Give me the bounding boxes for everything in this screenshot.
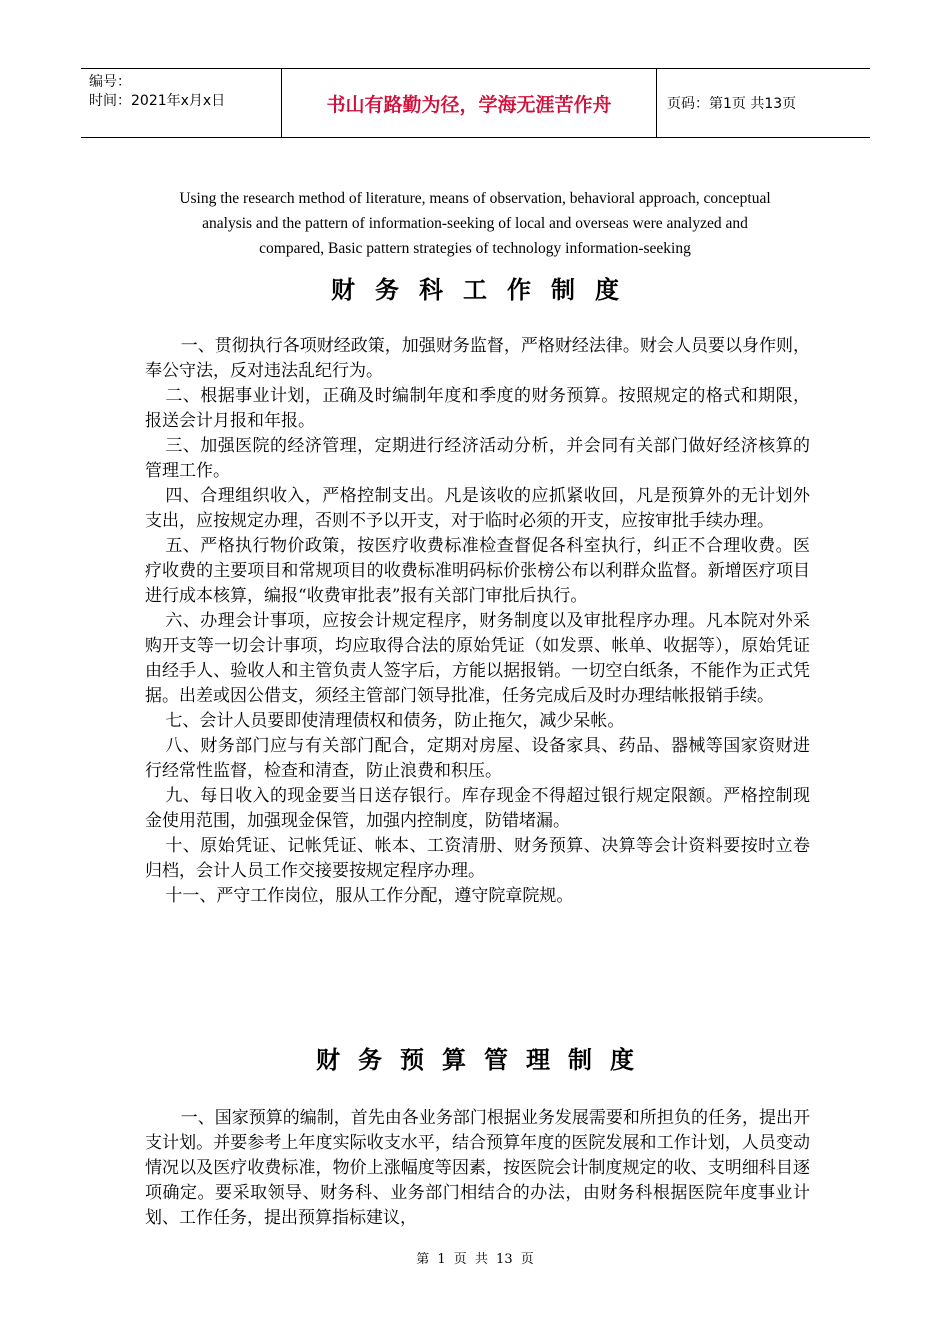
paragraph: 六、办理会计事项，应按会计规定程序，财务制度以及审批程序办理。凡本院对外采购开支等一切会计事项，均应取得合法的原始凭证（如发票、帐单、收据等），原始凭证由经手人、验收人和主管负责人签字后，方能以据报销。一切空白纸条，不能作为正式凭据。出差或因公借支，须经主管部门领导批准，任务完成后及时办理结帐报销手续。 <box>145 611 810 706</box>
abstract-line: analysis and the pattern of information-seeking of local and overseas were analyzed and <box>202 215 748 232</box>
document-number-label: 编号： <box>89 74 131 90</box>
paragraph: 一、贯彻执行各项财经政策，加强财务监督，严格财经法律。财会人员要以身作则，奉公守法，反对违法乱纪行为。 <box>145 336 810 381</box>
paragraph: 五、严格执行物价政策，按医疗收费标准检查督促各科室执行，纠正不合理收费。医疗收费的主要项目和常规项目的收费标准明码标价张榜公布以利群众监督。新增医疗项目进行成本核算，编报“收费审批表”报有关部门审批后执行。 <box>145 536 810 606</box>
section-title-finance-dept: 财务科工作制度 <box>331 276 639 304</box>
paragraph: 七、会计人员要即使清理债权和债务，防止拖欠，减少呆帐。 <box>165 711 625 731</box>
paragraph: 八、财务部门应与有关部门配合，定期对房屋、设备家具、药品、器械等国家资财进行经常性监督，检查和清查，防止浪费和积压。 <box>145 736 810 781</box>
abstract-line: Using the research method of literature, means of observation, behavioral approach, conceptual <box>179 190 771 207</box>
section-title-budget-management: 财务预算管理制度 <box>316 1046 652 1074</box>
paragraph: 九、每日收入的现金要当日送存银行。库存现金不得超过银行规定限额。严格控制现金使用范围，加强现金保管，加强内控制度，防错堵漏。 <box>145 786 810 831</box>
paragraph: 四、合理组织收入，严格控制支出。凡是该收的应抓紧收回，凡是预算外的无计划外支出，应按规定办理，否则不予以开支，对于临时必须的开支，应按审批手续办理。 <box>145 486 810 531</box>
paragraph: 二、根据事业计划，正确及时编制年度和季度的财务预算。按照规定的格式和期限，报送会计月报和年报。 <box>145 386 810 431</box>
paragraph: 十、原始凭证、记帐凭证、帐本、工资清册、财务预算、决算等会计资料要按时立卷归档，会计人员工作交接要按规定程序办理。 <box>145 836 810 881</box>
paragraph: 三、加强医院的经济管理，定期进行经济活动分析，并会同有关部门做好经济核算的管理工作。 <box>145 436 810 481</box>
section-body-budget-management <box>145 1106 810 1231</box>
header-motto: 书山有路勤为径，学海无涯苦作舟 <box>282 69 657 137</box>
header-page-info: 页码：第1页 共13页 <box>667 96 797 112</box>
page-footer: 第 1 页 共 13 页 <box>416 1252 534 1267</box>
section-body-finance-dept <box>145 334 810 909</box>
english-abstract <box>140 186 810 261</box>
header-meta <box>81 69 282 137</box>
document-date: 时间：2021年x月x日 <box>89 93 226 109</box>
paragraph: 一、国家预算的编制，首先由各业务部门根据业务发展需要和所担负的任务，提出开支计划。并要参考上年度实际收支水平，结合预算年度的医院发展和工作计划，人员变动情况以及医疗收费标准，物价上涨幅度等因素，按医院会计制度规定的收、支明细科目逐项确定。要采取领导、财务科、业务部门相结合的办法，由财务科根据医院年度事业计划、工作任务，提出预算指标建议， <box>145 1108 810 1228</box>
paragraph: 十一、严守工作岗位，服从工作分配，遵守院章院规。 <box>165 886 574 906</box>
header-table <box>81 68 870 138</box>
abstract-line: compared, Basic pattern strategies of technology information-seeking <box>259 240 691 257</box>
